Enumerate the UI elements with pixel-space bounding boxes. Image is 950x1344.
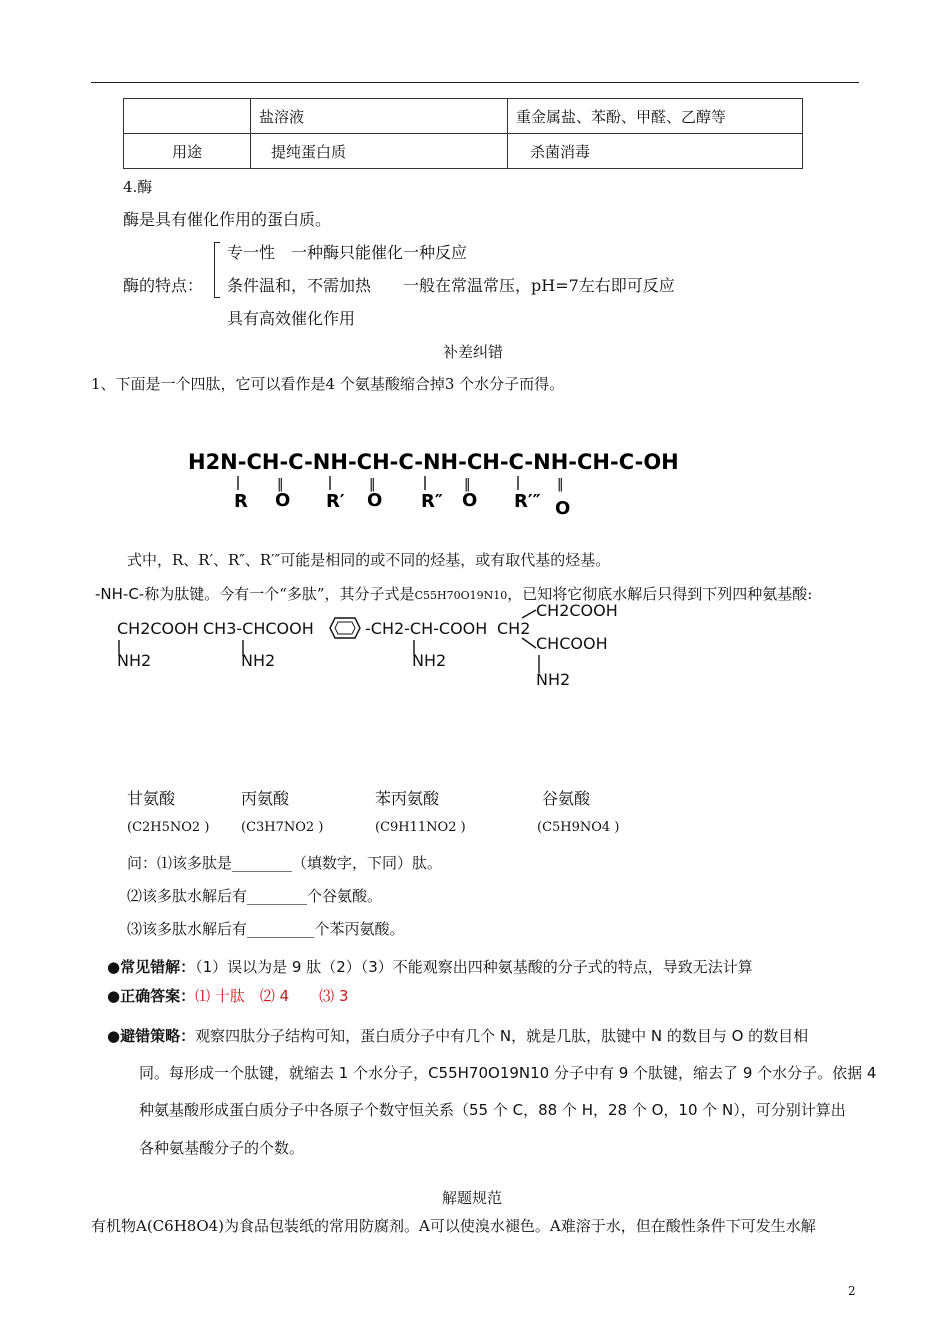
amino-acid-formula: (C9H11NO2 ): [375, 820, 466, 835]
common-error-label: ●常见错解：: [107, 958, 196, 976]
page-number: 2: [848, 1284, 856, 1298]
strategy-line: [107, 1025, 808, 1046]
enzyme-features-label: 酶的特点：: [123, 276, 204, 295]
carbonyl-oxygen: O: [367, 490, 383, 511]
brace: [214, 242, 220, 298]
section-title: 解题规范: [442, 1189, 503, 1207]
tetrapeptide-structure: [180, 440, 679, 520]
strategy-line: 种氨基酸形成蛋白质分子中各原子个数守恒关系（55 个 C，88 个 H，28 个 O，10 个 N），可分别计算出: [139, 1101, 846, 1119]
peptide-text: 称为肽键。今有一个“多肽”，其分子式是: [144, 585, 415, 603]
phenylalanine-bottom: NH2: [412, 651, 447, 670]
amino-acid-name: 苯丙氨酸: [375, 789, 440, 808]
question-intro: 1、下面是一个四肽，它可以看作是4 个氨基酸缩合掉3 个水分子而得。: [91, 375, 565, 393]
peptide-chain: H2N-CH-C-NH-CH-C-NH-CH-C-NH-CH-C-OH: [188, 450, 679, 474]
double-bond: ‖: [369, 477, 376, 492]
common-error: [107, 956, 753, 977]
strategy-line: 同。每形成一个肽键，就缩去 1 个水分子，C55H70O19N10 分子中有 9 个肽键，缩去了 9 个水分子。依据 4: [139, 1064, 877, 1082]
properties-table: [123, 98, 803, 169]
enzyme-feature: 条件温和，不需加热 一般在常温常压，pH=7左右即可反应: [227, 276, 675, 295]
substituent-note: 式中，R、R′、R″、R′″可能是相同的或不同的烃基，或有取代基的烃基。: [127, 551, 611, 569]
header-rule: [91, 82, 859, 83]
carbonyl-oxygen: O: [555, 498, 571, 519]
carbonyl-oxygen: O: [275, 490, 291, 511]
table-cell: 杀菌消毒: [508, 134, 803, 169]
table-cell: [124, 99, 251, 134]
glutamate-line: CH2: [497, 619, 531, 638]
glutamate-line: CHCOOH: [536, 634, 608, 653]
strategy-line: 各种氨基酸分子的个数。: [139, 1139, 305, 1157]
peptide-bond-sentence: [95, 583, 812, 604]
table-cell: 重金属盐、苯酚、甲醛、乙醇等: [508, 99, 803, 134]
table-row: [124, 99, 803, 134]
side-chain-label: R′″: [514, 491, 541, 512]
amino-acid-name: 甘氨酸: [127, 789, 176, 808]
question: ⑶该多肽水解后有_________个苯丙氨酸。: [127, 920, 405, 938]
glutamate-line: CH2COOH: [536, 601, 618, 620]
side-chains: [234, 476, 570, 519]
peptide-bond-label: -NH-C-: [95, 585, 145, 603]
amino-acid-formula: (C2H5NO2 ): [127, 820, 210, 835]
peptide-formula: C55H70O19N10: [414, 589, 508, 602]
correct-answer-label: ●正确答案：: [107, 987, 196, 1005]
amino-acid-formula: (C5H9NO4 ): [537, 820, 620, 835]
enzyme-feature: 具有高效催化作用: [227, 309, 356, 328]
glycine-top: CH2COOH: [117, 619, 199, 638]
enzyme-definition: 酶是具有催化作用的蛋白质。: [123, 210, 332, 229]
table-row: [124, 134, 803, 169]
phenylalanine-top: -CH2-CH-COOH: [365, 619, 488, 638]
glycine-bottom: NH2: [117, 651, 152, 670]
strategy-label: ●避错策略：: [107, 1027, 196, 1045]
benzene-ring-icon: [329, 616, 361, 640]
problem-statement: 有机物A(C6H8O4)为食品包装纸的常用防腐剂。A可以使溴水褪色。A难溶于水，但在酸性条件下可发生水解: [91, 1217, 816, 1235]
amino-acid-name: 谷氨酸: [542, 789, 591, 808]
table-cell: 盐溶液: [251, 99, 508, 134]
correct-answer-text: ⑴ 十肽 ⑵ 4 ⑶ 3: [195, 987, 349, 1005]
peptide-text: ，已知将它彻底水解后只得到下列四种氨基酸:: [507, 585, 813, 603]
side-chain-label: R: [234, 491, 248, 512]
alanine-top: CH3-CHCOOH: [203, 619, 314, 638]
section-title: 补差纠错: [443, 343, 504, 361]
double-bond: ‖: [277, 477, 284, 492]
double-bond: ‖: [464, 477, 471, 492]
double-bond: ‖: [557, 477, 564, 492]
correct-answer: [107, 985, 349, 1006]
question: 问：⑴该多肽是________（填数字，下同）肽。: [127, 854, 443, 872]
amino-acid-name: 丙氨酸: [241, 789, 290, 808]
alanine-bottom: NH2: [241, 651, 276, 670]
question: ⑵该多肽水解后有________个谷氨酸。: [127, 887, 383, 905]
side-chain-label: R″: [421, 491, 443, 512]
table-cell: 提纯蛋白质: [251, 134, 508, 169]
enzyme-heading: 4.酶: [123, 178, 153, 196]
glutamate-line: NH2: [536, 670, 571, 689]
table-cell: 用途: [124, 134, 251, 169]
strategy-text: 观察四肽分子结构可知，蛋白质分子中有几个 N，就是几肽，肽键中 N 的数目与 O 的数目相: [195, 1027, 809, 1045]
amino-acid-formula: (C3H7NO2 ): [241, 820, 324, 835]
common-error-text: （1）误以为是 9 肽（2）（3）不能观察出四种氨基酸的分子式的特点，导致无法计算: [195, 958, 753, 976]
side-chain-label: R′: [326, 491, 345, 512]
enzyme-feature: 专一性 一种酶只能催化一种反应: [227, 243, 468, 262]
carbonyl-oxygen: O: [462, 490, 478, 511]
